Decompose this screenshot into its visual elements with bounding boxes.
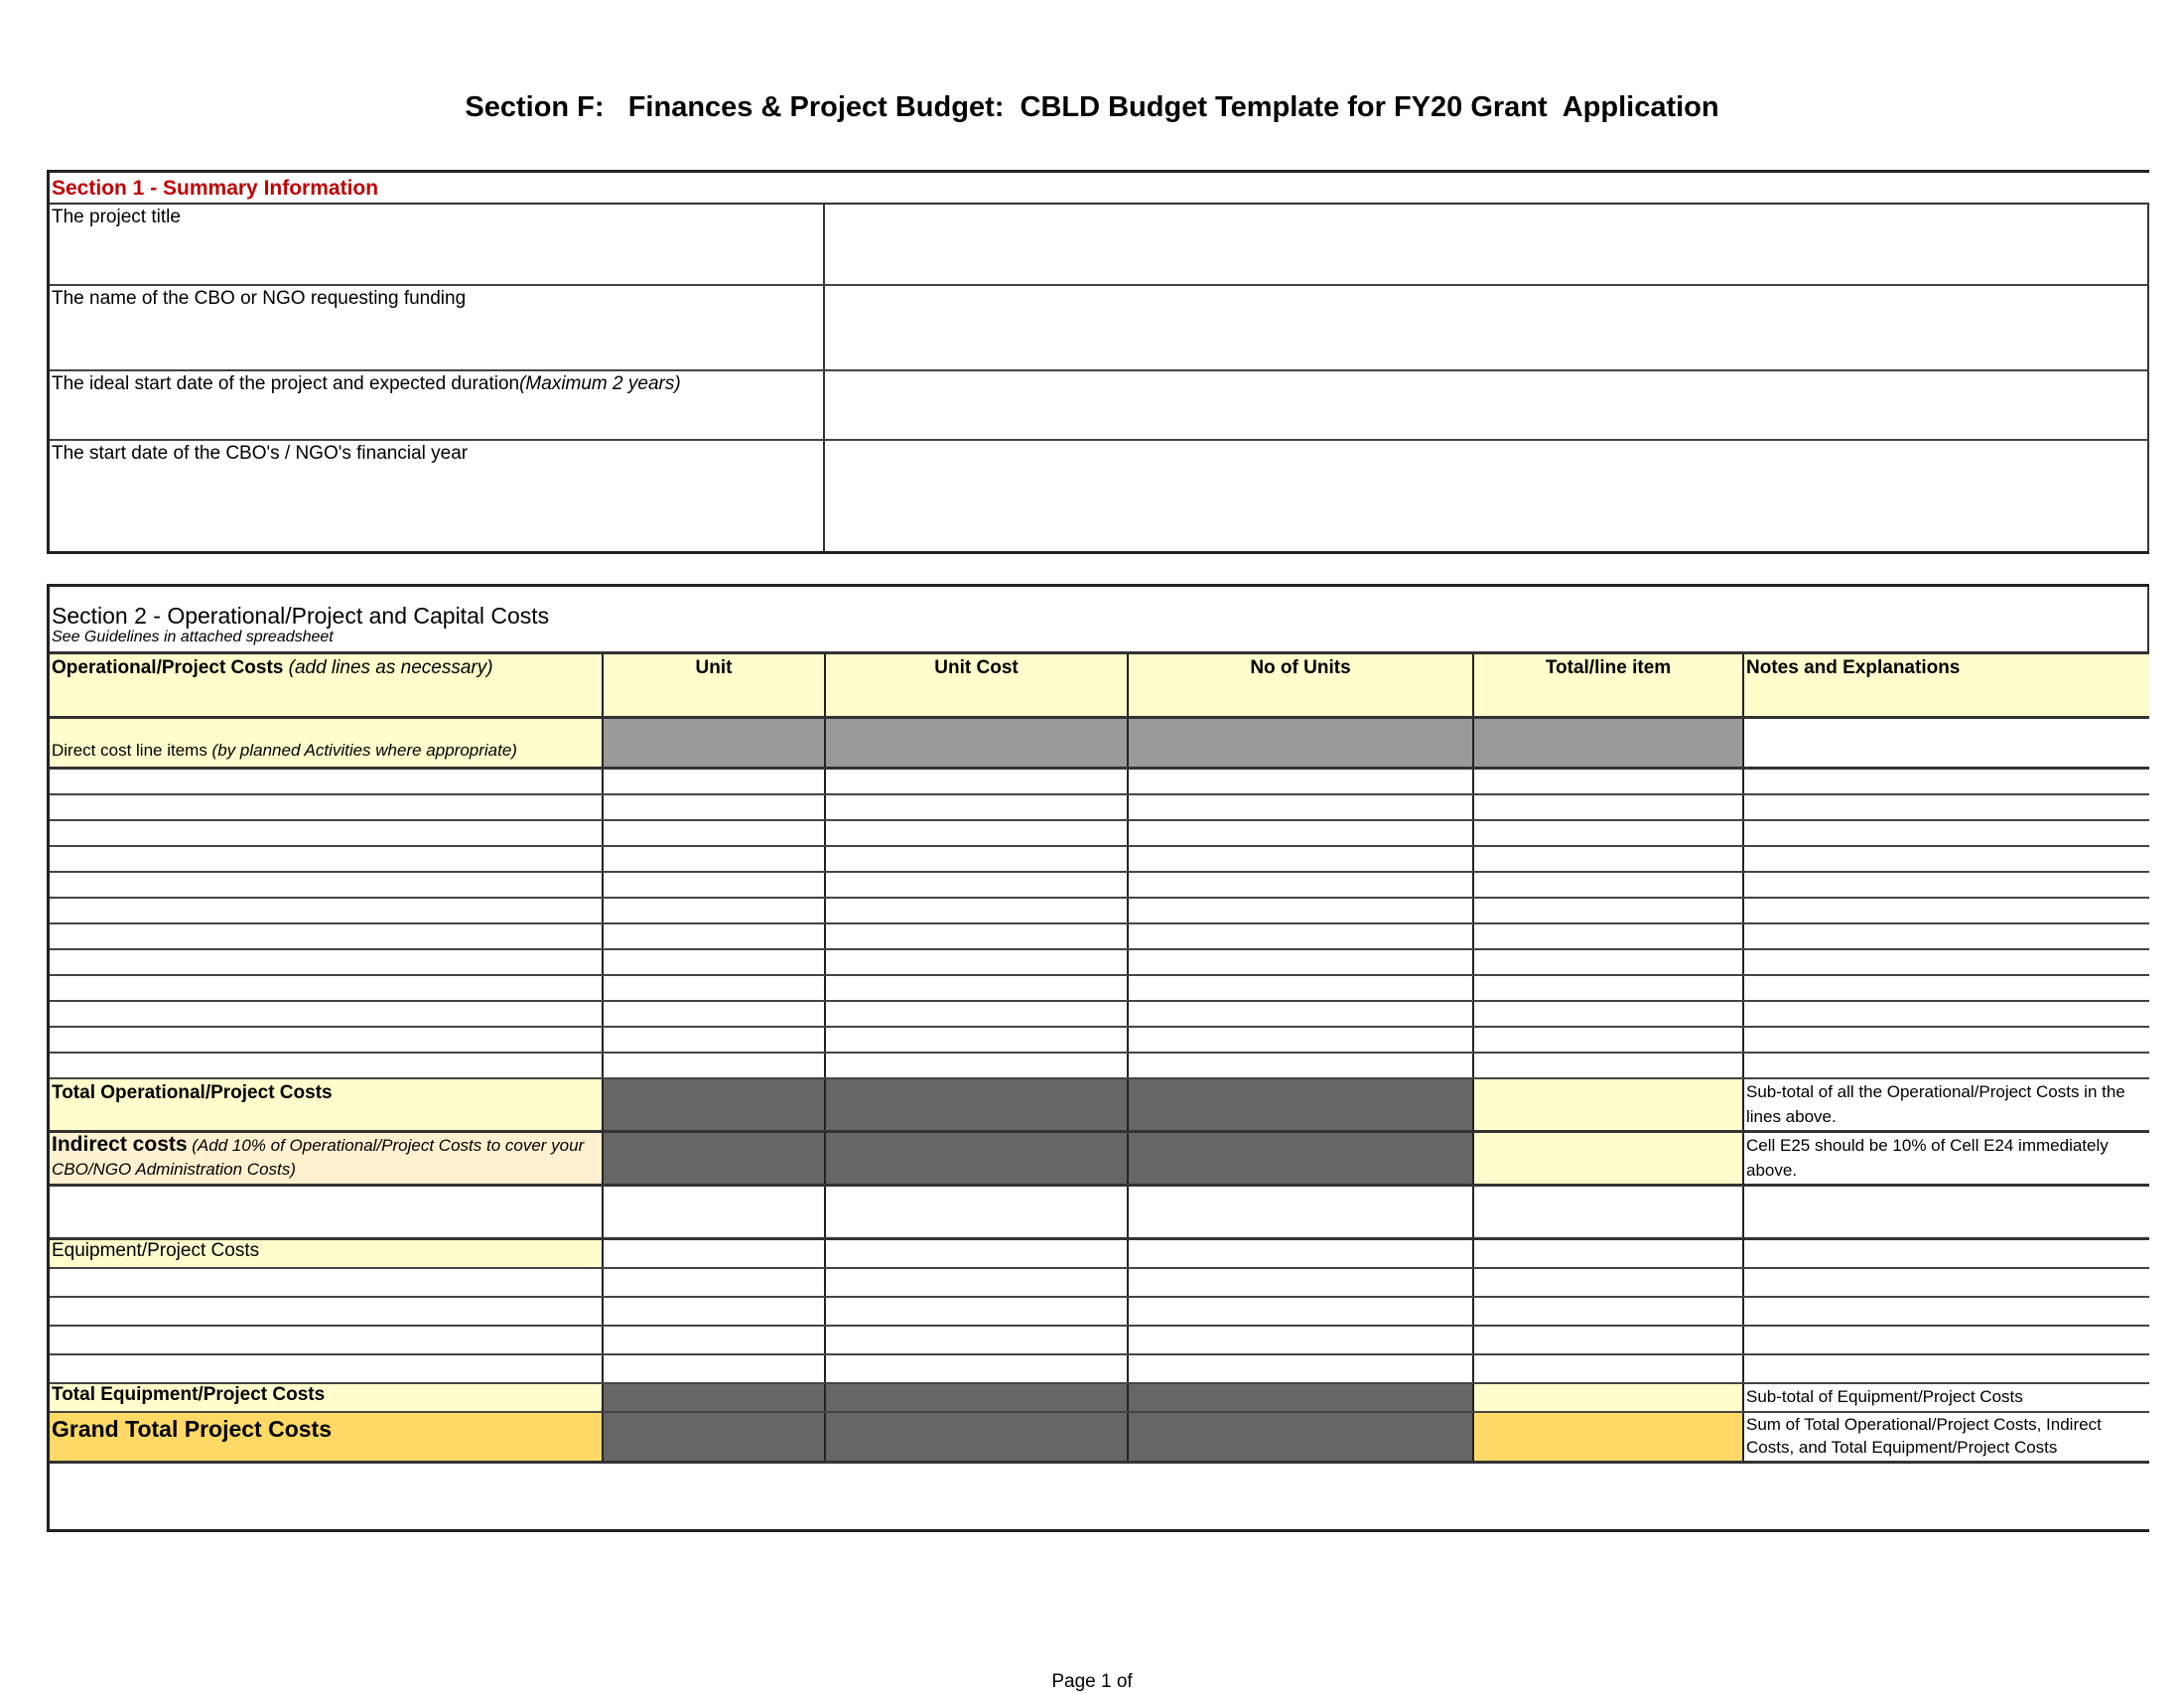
input-cell[interactable] bbox=[1744, 795, 2149, 819]
locked-cell bbox=[1474, 719, 1744, 767]
summary-row-org-name bbox=[50, 286, 2149, 371]
input-cell[interactable] bbox=[1129, 899, 1474, 922]
input-cell[interactable] bbox=[604, 899, 826, 922]
blank-cell[interactable] bbox=[1474, 1187, 1744, 1237]
blank-cell[interactable] bbox=[1744, 1187, 2149, 1237]
blank-cell[interactable] bbox=[1129, 1240, 1474, 1267]
input-cell[interactable] bbox=[826, 795, 1129, 819]
locked-cell bbox=[604, 1413, 826, 1461]
locked-cell bbox=[1129, 1133, 1474, 1184]
total-operational-note: Sub-total of all the Operational/Project Costs in the lines above. bbox=[1746, 1082, 2125, 1126]
total-equipment-row bbox=[50, 1384, 2149, 1413]
col-header-notes: Notes and Explanations bbox=[1746, 657, 1961, 678]
input-cell[interactable] bbox=[826, 1355, 1129, 1382]
notes-cell[interactable] bbox=[1744, 719, 2149, 767]
blank-cell[interactable] bbox=[604, 1187, 826, 1237]
input-cell[interactable] bbox=[604, 1298, 826, 1325]
table-row bbox=[50, 1054, 2149, 1079]
table-row bbox=[50, 1298, 2149, 1327]
input-cell[interactable] bbox=[604, 1327, 826, 1353]
input-cell[interactable] bbox=[1129, 976, 1474, 1000]
input-cell[interactable] bbox=[604, 1002, 826, 1026]
input-cell[interactable] bbox=[1129, 795, 1474, 819]
input-cell[interactable] bbox=[604, 950, 826, 974]
summary-row-financial-year bbox=[50, 441, 2149, 551]
blank-cell[interactable] bbox=[1474, 1240, 1744, 1267]
blank-cell[interactable] bbox=[826, 1240, 1129, 1267]
input-cell[interactable] bbox=[826, 1028, 1129, 1052]
input-cell[interactable] bbox=[1129, 950, 1474, 974]
locked-cell bbox=[604, 1079, 826, 1130]
col-header-unit-cost: Unit Cost bbox=[826, 654, 1129, 716]
total-equipment-value[interactable] bbox=[1474, 1384, 1744, 1411]
section-1-heading: Section 1 - Summary Information bbox=[50, 173, 2149, 205]
input-cell[interactable] bbox=[1474, 950, 1744, 974]
input-cell[interactable] bbox=[1474, 1028, 1744, 1052]
input-cell[interactable] bbox=[50, 1327, 604, 1353]
input-cell[interactable] bbox=[604, 1028, 826, 1052]
summary-row-project-title bbox=[50, 205, 2149, 286]
input-cell[interactable] bbox=[1129, 847, 1474, 871]
summary-label: The start date of the CBO's / NGO's financial year bbox=[50, 441, 825, 551]
input-cell[interactable] bbox=[1474, 821, 1744, 845]
input-cell[interactable] bbox=[826, 1327, 1129, 1353]
total-operational-label: Total Operational/Project Costs bbox=[50, 1079, 604, 1130]
input-cell[interactable] bbox=[1744, 924, 2149, 948]
input-cell[interactable] bbox=[1744, 1054, 2149, 1077]
input-cell[interactable] bbox=[1744, 1327, 2149, 1353]
input-cell[interactable] bbox=[1744, 976, 2149, 1000]
grand-total-row bbox=[50, 1413, 2149, 1464]
table-row bbox=[50, 873, 2149, 899]
input-cell[interactable] bbox=[1744, 1028, 2149, 1052]
total-equipment-label: Total Equipment/Project Costs bbox=[50, 1384, 604, 1411]
direct-cost-row bbox=[50, 719, 2149, 770]
table-row bbox=[50, 950, 2149, 976]
input-cell[interactable] bbox=[50, 1054, 604, 1077]
input-cell[interactable] bbox=[604, 847, 826, 871]
input-cell[interactable] bbox=[50, 976, 604, 1000]
input-cell[interactable] bbox=[604, 924, 826, 948]
input-cell[interactable] bbox=[1474, 1355, 1744, 1382]
grand-total-label: Grand Total Project Costs bbox=[50, 1413, 604, 1461]
input-cell[interactable] bbox=[1744, 950, 2149, 974]
total-operational-row bbox=[50, 1079, 2149, 1133]
input-cell[interactable] bbox=[50, 924, 604, 948]
input-cell[interactable] bbox=[1129, 924, 1474, 948]
table-row bbox=[50, 924, 2149, 950]
blank-cell[interactable] bbox=[50, 1187, 604, 1237]
indirect-costs-label: Indirect costs (Add 10% of Operational/Project Costs to cover your CBO/NGO Administration Costs) bbox=[50, 1133, 604, 1184]
blank-cell[interactable] bbox=[826, 1187, 1129, 1237]
input-cell[interactable] bbox=[50, 1269, 604, 1296]
col-header-total: Total/line item bbox=[1474, 654, 1744, 716]
summary-label: The name of the CBO or NGO requesting funding bbox=[50, 286, 825, 369]
table-row bbox=[50, 770, 2149, 795]
locked-cell bbox=[826, 1384, 1129, 1411]
summary-row-start-date bbox=[50, 371, 2149, 441]
total-equipment-note: Sub-total of Equipment/Project Costs bbox=[1746, 1387, 2023, 1406]
total-operational-value[interactable] bbox=[1474, 1079, 1744, 1130]
budget-table bbox=[50, 654, 2149, 1464]
section-2-heading: Section 2 - Operational/Project and Capital Costs bbox=[52, 603, 550, 629]
locked-cell bbox=[604, 1133, 826, 1184]
input-cell[interactable] bbox=[826, 950, 1129, 974]
locked-cell bbox=[1129, 1079, 1474, 1130]
table-row bbox=[50, 1269, 2149, 1298]
summary-label: The project title bbox=[50, 205, 825, 284]
input-cell[interactable] bbox=[826, 1269, 1129, 1296]
section-2-subheading: See Guidelines in attached spreadsheet bbox=[52, 629, 334, 645]
input-cell[interactable] bbox=[604, 770, 826, 793]
document-title: Section F: Finances & Project Budget: CBLD Budget Template for FY20 Grant Application bbox=[465, 91, 1719, 123]
input-cell[interactable] bbox=[604, 795, 826, 819]
input-cell[interactable] bbox=[1474, 976, 1744, 1000]
input-cell[interactable] bbox=[826, 924, 1129, 948]
table-row bbox=[50, 1002, 2149, 1028]
input-cell[interactable] bbox=[1744, 1269, 2149, 1296]
input-cell[interactable] bbox=[604, 1054, 826, 1077]
table-row bbox=[50, 847, 2149, 873]
input-cell[interactable] bbox=[1474, 795, 1744, 819]
col-header-unit: Unit bbox=[604, 654, 826, 716]
input-cell[interactable] bbox=[1474, 1054, 1744, 1077]
summary-label: The ideal start date of the project and expected duration(Maximum 2 years) bbox=[50, 371, 825, 439]
input-cell[interactable] bbox=[1129, 1355, 1474, 1382]
section-2-costs bbox=[47, 584, 2149, 1532]
table-row bbox=[50, 1355, 2149, 1384]
input-cell[interactable] bbox=[1474, 1002, 1744, 1026]
input-cell[interactable] bbox=[1129, 1269, 1474, 1296]
input-cell[interactable] bbox=[826, 821, 1129, 845]
input-cell[interactable] bbox=[50, 821, 604, 845]
input-cell[interactable] bbox=[1129, 873, 1474, 897]
input-cell[interactable] bbox=[1129, 821, 1474, 845]
input-cell[interactable] bbox=[1474, 924, 1744, 948]
equipment-rows bbox=[50, 1269, 2149, 1384]
input-cell[interactable] bbox=[826, 770, 1129, 793]
project-title-input[interactable] bbox=[825, 205, 2149, 284]
table-row bbox=[50, 821, 2149, 847]
input-cell[interactable] bbox=[1129, 1054, 1474, 1077]
locked-cell bbox=[1129, 719, 1474, 767]
input-cell[interactable] bbox=[604, 976, 826, 1000]
input-cell[interactable] bbox=[1474, 770, 1744, 793]
locked-cell bbox=[826, 1079, 1129, 1130]
blank-cell[interactable] bbox=[1744, 1240, 2149, 1267]
table-row bbox=[50, 795, 2149, 821]
indirect-costs-row bbox=[50, 1133, 2149, 1187]
input-cell[interactable] bbox=[826, 1002, 1129, 1026]
locked-cell bbox=[826, 1133, 1129, 1184]
table-row bbox=[50, 1028, 2149, 1054]
input-cell[interactable] bbox=[50, 1028, 604, 1052]
input-cell[interactable] bbox=[1744, 899, 2149, 922]
input-cell[interactable] bbox=[50, 1298, 604, 1325]
input-cell[interactable] bbox=[1744, 770, 2149, 793]
equipment-row bbox=[50, 1240, 2149, 1269]
input-cell[interactable] bbox=[1129, 1327, 1474, 1353]
input-cell[interactable] bbox=[604, 1269, 826, 1296]
input-cell[interactable] bbox=[1129, 770, 1474, 793]
blank-cell[interactable] bbox=[604, 1240, 826, 1267]
section-2-header bbox=[50, 587, 2149, 654]
start-date-input[interactable] bbox=[825, 371, 2149, 439]
input-cell[interactable] bbox=[50, 1355, 604, 1382]
input-cell[interactable] bbox=[826, 976, 1129, 1000]
input-cell[interactable] bbox=[826, 873, 1129, 897]
input-cell[interactable] bbox=[1744, 1298, 2149, 1325]
input-cell[interactable] bbox=[604, 1355, 826, 1382]
locked-cell bbox=[604, 719, 826, 767]
table-row bbox=[50, 976, 2149, 1002]
financial-year-input[interactable] bbox=[825, 441, 2149, 551]
input-cell[interactable] bbox=[50, 770, 604, 793]
table-row bbox=[50, 1327, 2149, 1355]
input-cell[interactable] bbox=[50, 847, 604, 871]
col-header-no-of-units: No of Units bbox=[1129, 654, 1474, 716]
locked-cell bbox=[826, 719, 1129, 767]
blank-cell[interactable] bbox=[1129, 1187, 1474, 1237]
locked-cell bbox=[826, 1413, 1129, 1461]
input-cell[interactable] bbox=[1474, 1269, 1744, 1296]
input-cell[interactable] bbox=[604, 873, 826, 897]
input-cell[interactable] bbox=[1474, 1327, 1744, 1353]
locked-cell bbox=[1129, 1413, 1474, 1461]
indirect-costs-note: Cell E25 should be 10% of Cell E24 immediately above. bbox=[1746, 1136, 2109, 1180]
table-header-row bbox=[50, 654, 2149, 719]
locked-cell bbox=[604, 1384, 826, 1411]
input-cell[interactable] bbox=[1129, 1028, 1474, 1052]
input-cell[interactable] bbox=[826, 1298, 1129, 1325]
input-cell[interactable] bbox=[50, 1002, 604, 1026]
page-number: Page 1 of bbox=[1051, 1671, 1133, 1692]
table-row bbox=[50, 899, 2149, 924]
input-cell[interactable] bbox=[50, 795, 604, 819]
input-cell[interactable] bbox=[826, 1054, 1129, 1077]
input-cell[interactable] bbox=[1744, 1002, 2149, 1026]
grand-total-note: Sum of Total Operational/Project Costs, Indirect Costs, and Total Equipment/Project Costs bbox=[1746, 1415, 2102, 1457]
input-cell[interactable] bbox=[50, 899, 604, 922]
input-cell[interactable] bbox=[604, 821, 826, 845]
input-cell[interactable] bbox=[50, 950, 604, 974]
indirect-costs-value[interactable] bbox=[1474, 1133, 1744, 1184]
input-cell[interactable] bbox=[50, 873, 604, 897]
input-cell[interactable] bbox=[1474, 1298, 1744, 1325]
direct-cost-label: Direct cost line items (by planned Activities where appropriate) bbox=[50, 719, 604, 767]
section-1-summary bbox=[47, 170, 2149, 554]
input-cell[interactable] bbox=[1129, 1002, 1474, 1026]
input-cell[interactable] bbox=[1474, 847, 1744, 871]
spacer-row bbox=[50, 1187, 2149, 1240]
input-cell[interactable] bbox=[1744, 821, 2149, 845]
input-cell[interactable] bbox=[1744, 1355, 2149, 1382]
input-cell[interactable] bbox=[826, 899, 1129, 922]
org-name-input[interactable] bbox=[825, 286, 2149, 369]
input-cell[interactable] bbox=[1474, 873, 1744, 897]
equipment-label: Equipment/Project Costs bbox=[50, 1240, 604, 1267]
direct-cost-rows bbox=[50, 770, 2149, 1079]
col-header-item: Operational/Project Costs (add lines as necessary) bbox=[50, 654, 604, 716]
input-cell[interactable] bbox=[1744, 873, 2149, 897]
input-cell[interactable] bbox=[1474, 899, 1744, 922]
locked-cell bbox=[1129, 1384, 1474, 1411]
input-cell[interactable] bbox=[826, 847, 1129, 871]
input-cell[interactable] bbox=[1744, 847, 2149, 871]
grand-total-value[interactable] bbox=[1474, 1413, 1744, 1461]
input-cell[interactable] bbox=[1129, 1298, 1474, 1325]
